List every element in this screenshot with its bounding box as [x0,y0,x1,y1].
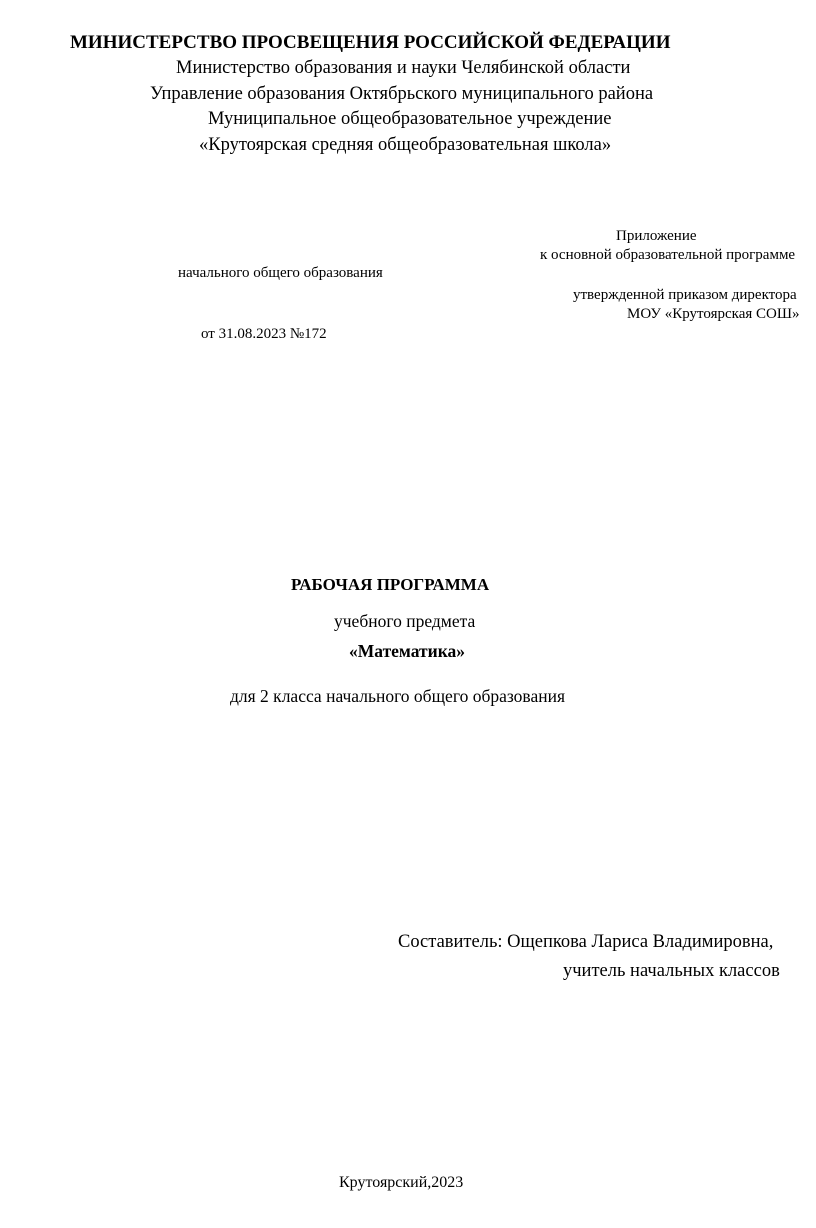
order-number: от 31.08.2023 №172 [201,326,327,342]
grade-line: для 2 класса начального общего образования [230,686,566,706]
appendix-label: Приложение [616,228,697,244]
place-year: Крутоярский,2023 [339,1174,464,1191]
ministry-region-line: Министерство образования и науки Челябинской области [176,58,631,78]
approved-by-label: утвержденной приказом директора [573,287,797,303]
program-title: РАБОЧАЯ ПРОГРАММА [291,575,490,594]
school-short-name: МОУ «Крутоярская СОШ» [627,306,800,322]
education-level-label: начального общего образования [178,265,383,281]
subject-name: «Математика» [349,641,466,661]
institution-type-line: Муниципальное общеобразовательное учреждение [208,109,612,129]
school-name-line: «Крутоярская средняя общеобразовательная школа» [199,135,612,155]
district-department-line: Управление образования Октябрьского муниципального района [150,84,654,104]
compiler-name: Составитель: Ощепкова Лариса Владимировна, [398,932,774,952]
compiler-position: учитель начальных классов [563,961,780,981]
to-program-label: к основной образовательной программе [540,247,796,263]
ministry-federal-heading: МИНИСТЕРСТВО ПРОСВЕЩЕНИЯ РОССИЙСКОЙ ФЕДЕРАЦИИ [70,32,671,53]
subject-label: учебного предмета [334,611,476,631]
